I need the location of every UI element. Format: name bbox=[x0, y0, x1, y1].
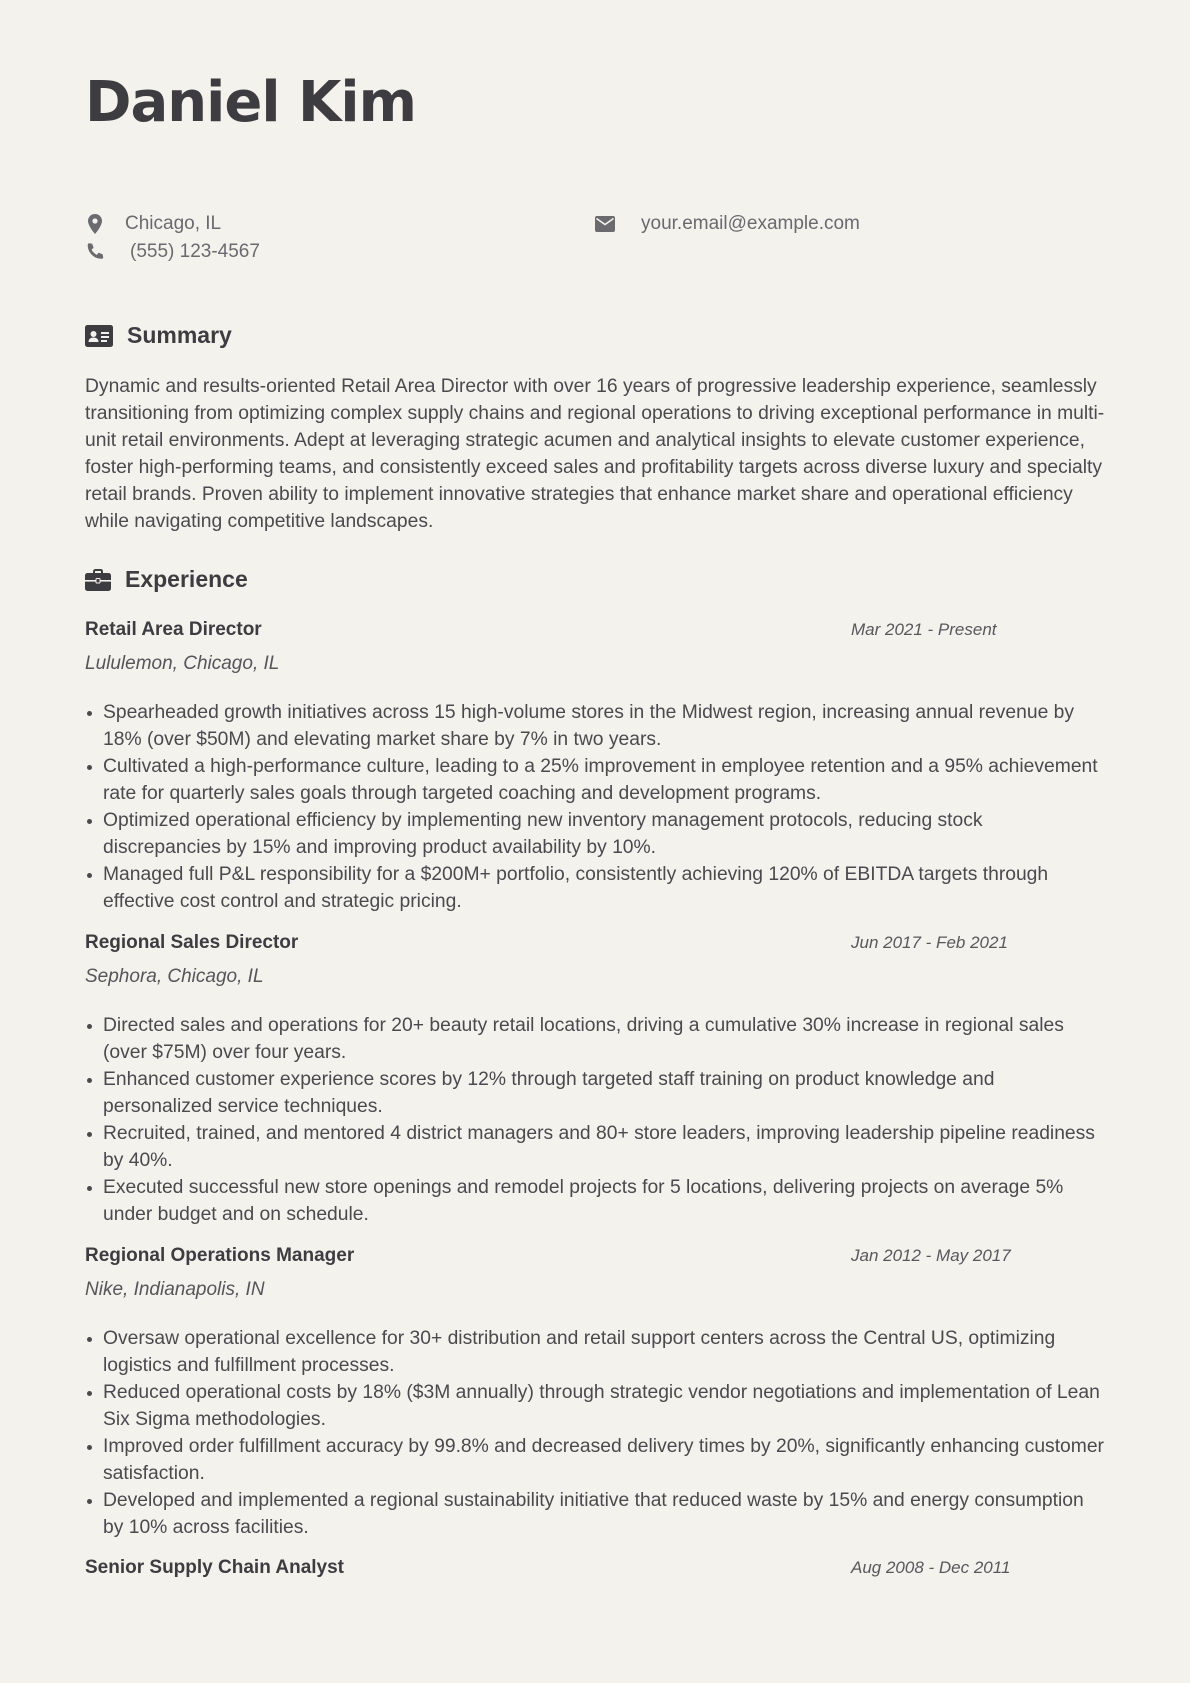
job-dates: Jan 2012 - May 2017 bbox=[851, 1246, 1011, 1265]
email-text: your.email@example.com bbox=[641, 213, 860, 234]
phone-icon bbox=[85, 242, 105, 262]
job-title: Senior Supply Chain Analyst bbox=[85, 1557, 345, 1578]
id-card-icon bbox=[85, 324, 113, 348]
job-company: Nike, Indianapolis, IN bbox=[85, 1279, 265, 1300]
bullet-item: Executed successful new store openings and remodel projects for 5 locations, delivering projects on average 5% under budget and on schedule. bbox=[85, 1174, 1105, 1228]
bullet-item: Enhanced customer experience scores by 12% through targeted staff training on product knowledge and personalized service techniques. bbox=[85, 1066, 1105, 1120]
envelope-icon bbox=[595, 214, 615, 234]
job-title: Regional Sales Director bbox=[85, 932, 299, 953]
job-company: Sephora, Chicago, IL bbox=[85, 966, 264, 987]
job-dates: Aug 2008 - Dec 2011 bbox=[851, 1558, 1011, 1577]
bullet-item: Cultivated a high-performance culture, leading to a 25% improvement in employee retention and a 95% achievement rate for quarterly sales goals through targeted coaching and development programs. bbox=[85, 753, 1105, 807]
job-bullets bbox=[85, 1325, 1105, 1541]
job-title: Retail Area Director bbox=[85, 619, 262, 640]
contact-location bbox=[85, 213, 221, 235]
job-dates: Jun 2017 - Feb 2021 bbox=[851, 933, 1008, 952]
bullet-item: Recruited, trained, and mentored 4 district managers and 80+ store leaders, improving leadership pipeline readiness by 40%. bbox=[85, 1120, 1105, 1174]
briefcase-icon bbox=[85, 568, 113, 592]
map-pin-icon bbox=[85, 214, 105, 234]
summary-paragraph: Dynamic and results-oriented Retail Area Director with over 16 years of progressive leadership experience, seamlessly transitioning from optimizing complex supply chains and regional operations to driving exceptional performance in multi-unit retail environments. Adept at leveraging strategic acumen and analytical insights to elevate customer experience, foster high-performing teams, and consistently exceed sales and profitability targets across diverse luxury and specialty retail brands. Proven ability to implement innovative strategies that enhance market share and operational efficiency while navigating competitive landscapes. bbox=[85, 376, 1105, 532]
experience-heading bbox=[85, 566, 248, 593]
bullet-item: Managed full P&L responsibility for a $200M+ portfolio, consistently achieving 120% of EBITDA targets through effective cost control and strategic pricing. bbox=[85, 861, 1105, 915]
summary-title: Summary bbox=[127, 322, 232, 348]
experience-title: Experience bbox=[125, 566, 248, 592]
job-bullets bbox=[85, 1012, 1105, 1228]
bullet-item: Improved order fulfillment accuracy by 99.8% and decreased delivery times by 20%, significantly enhancing customer satisfaction. bbox=[85, 1433, 1105, 1487]
bullet-item: Oversaw operational excellence for 30+ distribution and retail support centers across the Central US, optimizing logistics and fulfillment processes. bbox=[85, 1325, 1105, 1379]
candidate-name: Daniel Kim bbox=[85, 70, 416, 135]
summary-heading bbox=[85, 322, 232, 349]
bullet-item: Optimized operational efficiency by implementing new inventory management protocols, reducing stock discrepancies by 15% and improving product availability by 10%. bbox=[85, 807, 1105, 861]
job-title: Regional Operations Manager bbox=[85, 1245, 355, 1266]
phone-text: (555) 123-4567 bbox=[130, 241, 260, 262]
job-company: Lululemon, Chicago, IL bbox=[85, 653, 280, 674]
bullet-item: Directed sales and operations for 20+ beauty retail locations, driving a cumulative 30% increase in regional sales (over $75M) over four years. bbox=[85, 1012, 1105, 1066]
contact-phone bbox=[85, 241, 260, 263]
job-dates: Mar 2021 - Present bbox=[851, 620, 997, 639]
bullet-item: Reduced operational costs by 18% ($3M annually) through strategic vendor negotiations and implementation of Lean Six Sigma methodologies. bbox=[85, 1379, 1105, 1433]
job-bullets bbox=[85, 699, 1105, 915]
bullet-item: Spearheaded growth initiatives across 15 high-volume stores in the Midwest region, increasing annual revenue by 18% (over $50M) and elevating market share by 7% in two years. bbox=[85, 699, 1105, 753]
contact-email bbox=[595, 213, 860, 235]
location-text: Chicago, IL bbox=[125, 213, 222, 234]
bullet-item: Developed and implemented a regional sustainability initiative that reduced waste by 15% and energy consumption by 10% across facilities. bbox=[85, 1487, 1105, 1541]
